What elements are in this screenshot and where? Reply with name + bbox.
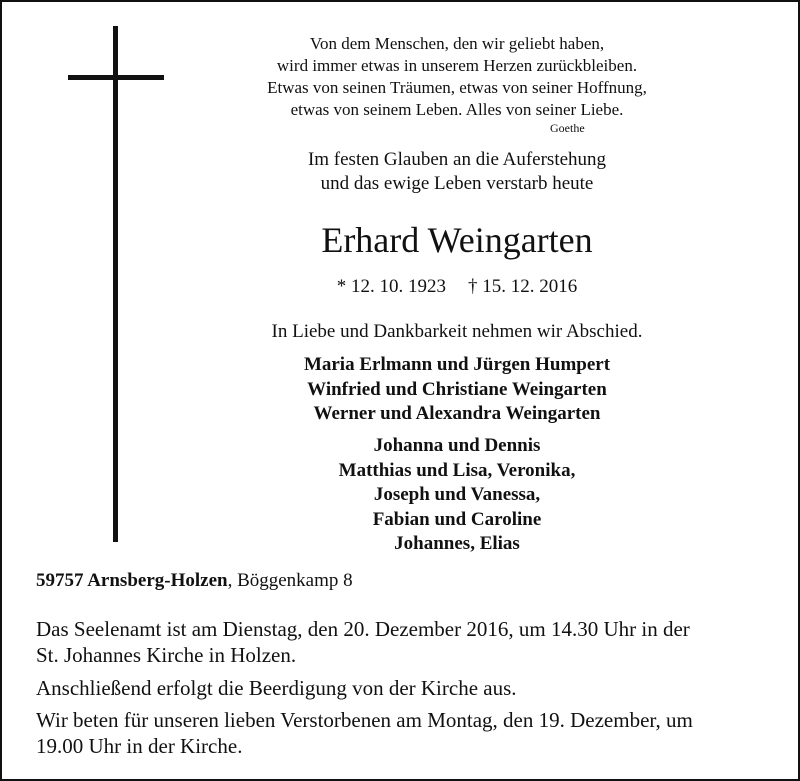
cross-icon-vertical xyxy=(113,26,118,542)
info-line: Wir beten für unseren lieben Verstorbenen am Montag, den 19. Dezember, um xyxy=(36,708,693,732)
requiem-info xyxy=(36,616,776,668)
family-entry: Werner und Alexandra Weingarten xyxy=(313,403,601,424)
poem-line: wird immer etwas in unserem Herzen zurückbleiben. xyxy=(276,56,638,75)
mourning-address xyxy=(36,569,353,593)
birth-date: * 12. 10. 1923 xyxy=(336,276,446,297)
deceased-name: Erhard Weingarten xyxy=(321,220,593,260)
family-entry: Winfried und Christiane Weingarten xyxy=(307,378,607,400)
address-city: 59757 Arnsberg-Holzen xyxy=(36,570,228,591)
poem-line: Von dem Menschen, den wir geliebt haben, xyxy=(309,34,605,53)
cross-icon-horizontal xyxy=(68,75,164,80)
grandchildren-list xyxy=(202,434,712,557)
farewell-text: In Liebe und Dankbarkeit nehmen wir Abschied. xyxy=(271,321,643,342)
info-line: 19.00 Uhr in der Kirche. xyxy=(36,734,243,758)
faith-line: und das ewige Leben verstarb heute xyxy=(320,173,594,194)
faith-line: Im festen Glauben an die Auferstehung xyxy=(307,149,607,170)
poem xyxy=(202,33,712,121)
grandchild-entry: Matthias und Lisa, Veronika, xyxy=(338,459,576,481)
faith-statement xyxy=(202,148,712,196)
family-entry: Maria Erlmann und Jürgen Humpert xyxy=(303,354,611,375)
burial-info xyxy=(36,675,776,701)
poem-line: etwas von seinem Leben. Alles von seiner Liebe. xyxy=(290,100,624,119)
life-dates xyxy=(202,275,712,299)
family-list xyxy=(202,353,712,427)
grandchild-entry: Fabian und Caroline xyxy=(372,508,542,530)
info-line: St. Johannes Kirche in Holzen. xyxy=(36,643,297,667)
grandchild-entry: Joseph und Vanessa, xyxy=(373,484,541,505)
grandchild-entry: Johannes, Elias xyxy=(394,533,520,554)
poem-author: Goethe xyxy=(550,121,585,135)
prayer-info xyxy=(36,707,776,759)
address-street: , Böggenkamp 8 xyxy=(227,570,353,591)
info-line: Das Seelenamt ist am Dienstag, den 20. Dezember 2016, um 14.30 Uhr in der xyxy=(36,617,690,641)
grandchild-entry: Johanna und Dennis xyxy=(373,435,541,456)
info-line: Anschließend erfolgt die Beerdigung von der Kirche aus. xyxy=(36,676,517,700)
death-date: † 15. 12. 2016 xyxy=(468,276,578,297)
poem-line: Etwas von seinen Träumen, etwas von seiner Hoffnung, xyxy=(267,78,647,97)
